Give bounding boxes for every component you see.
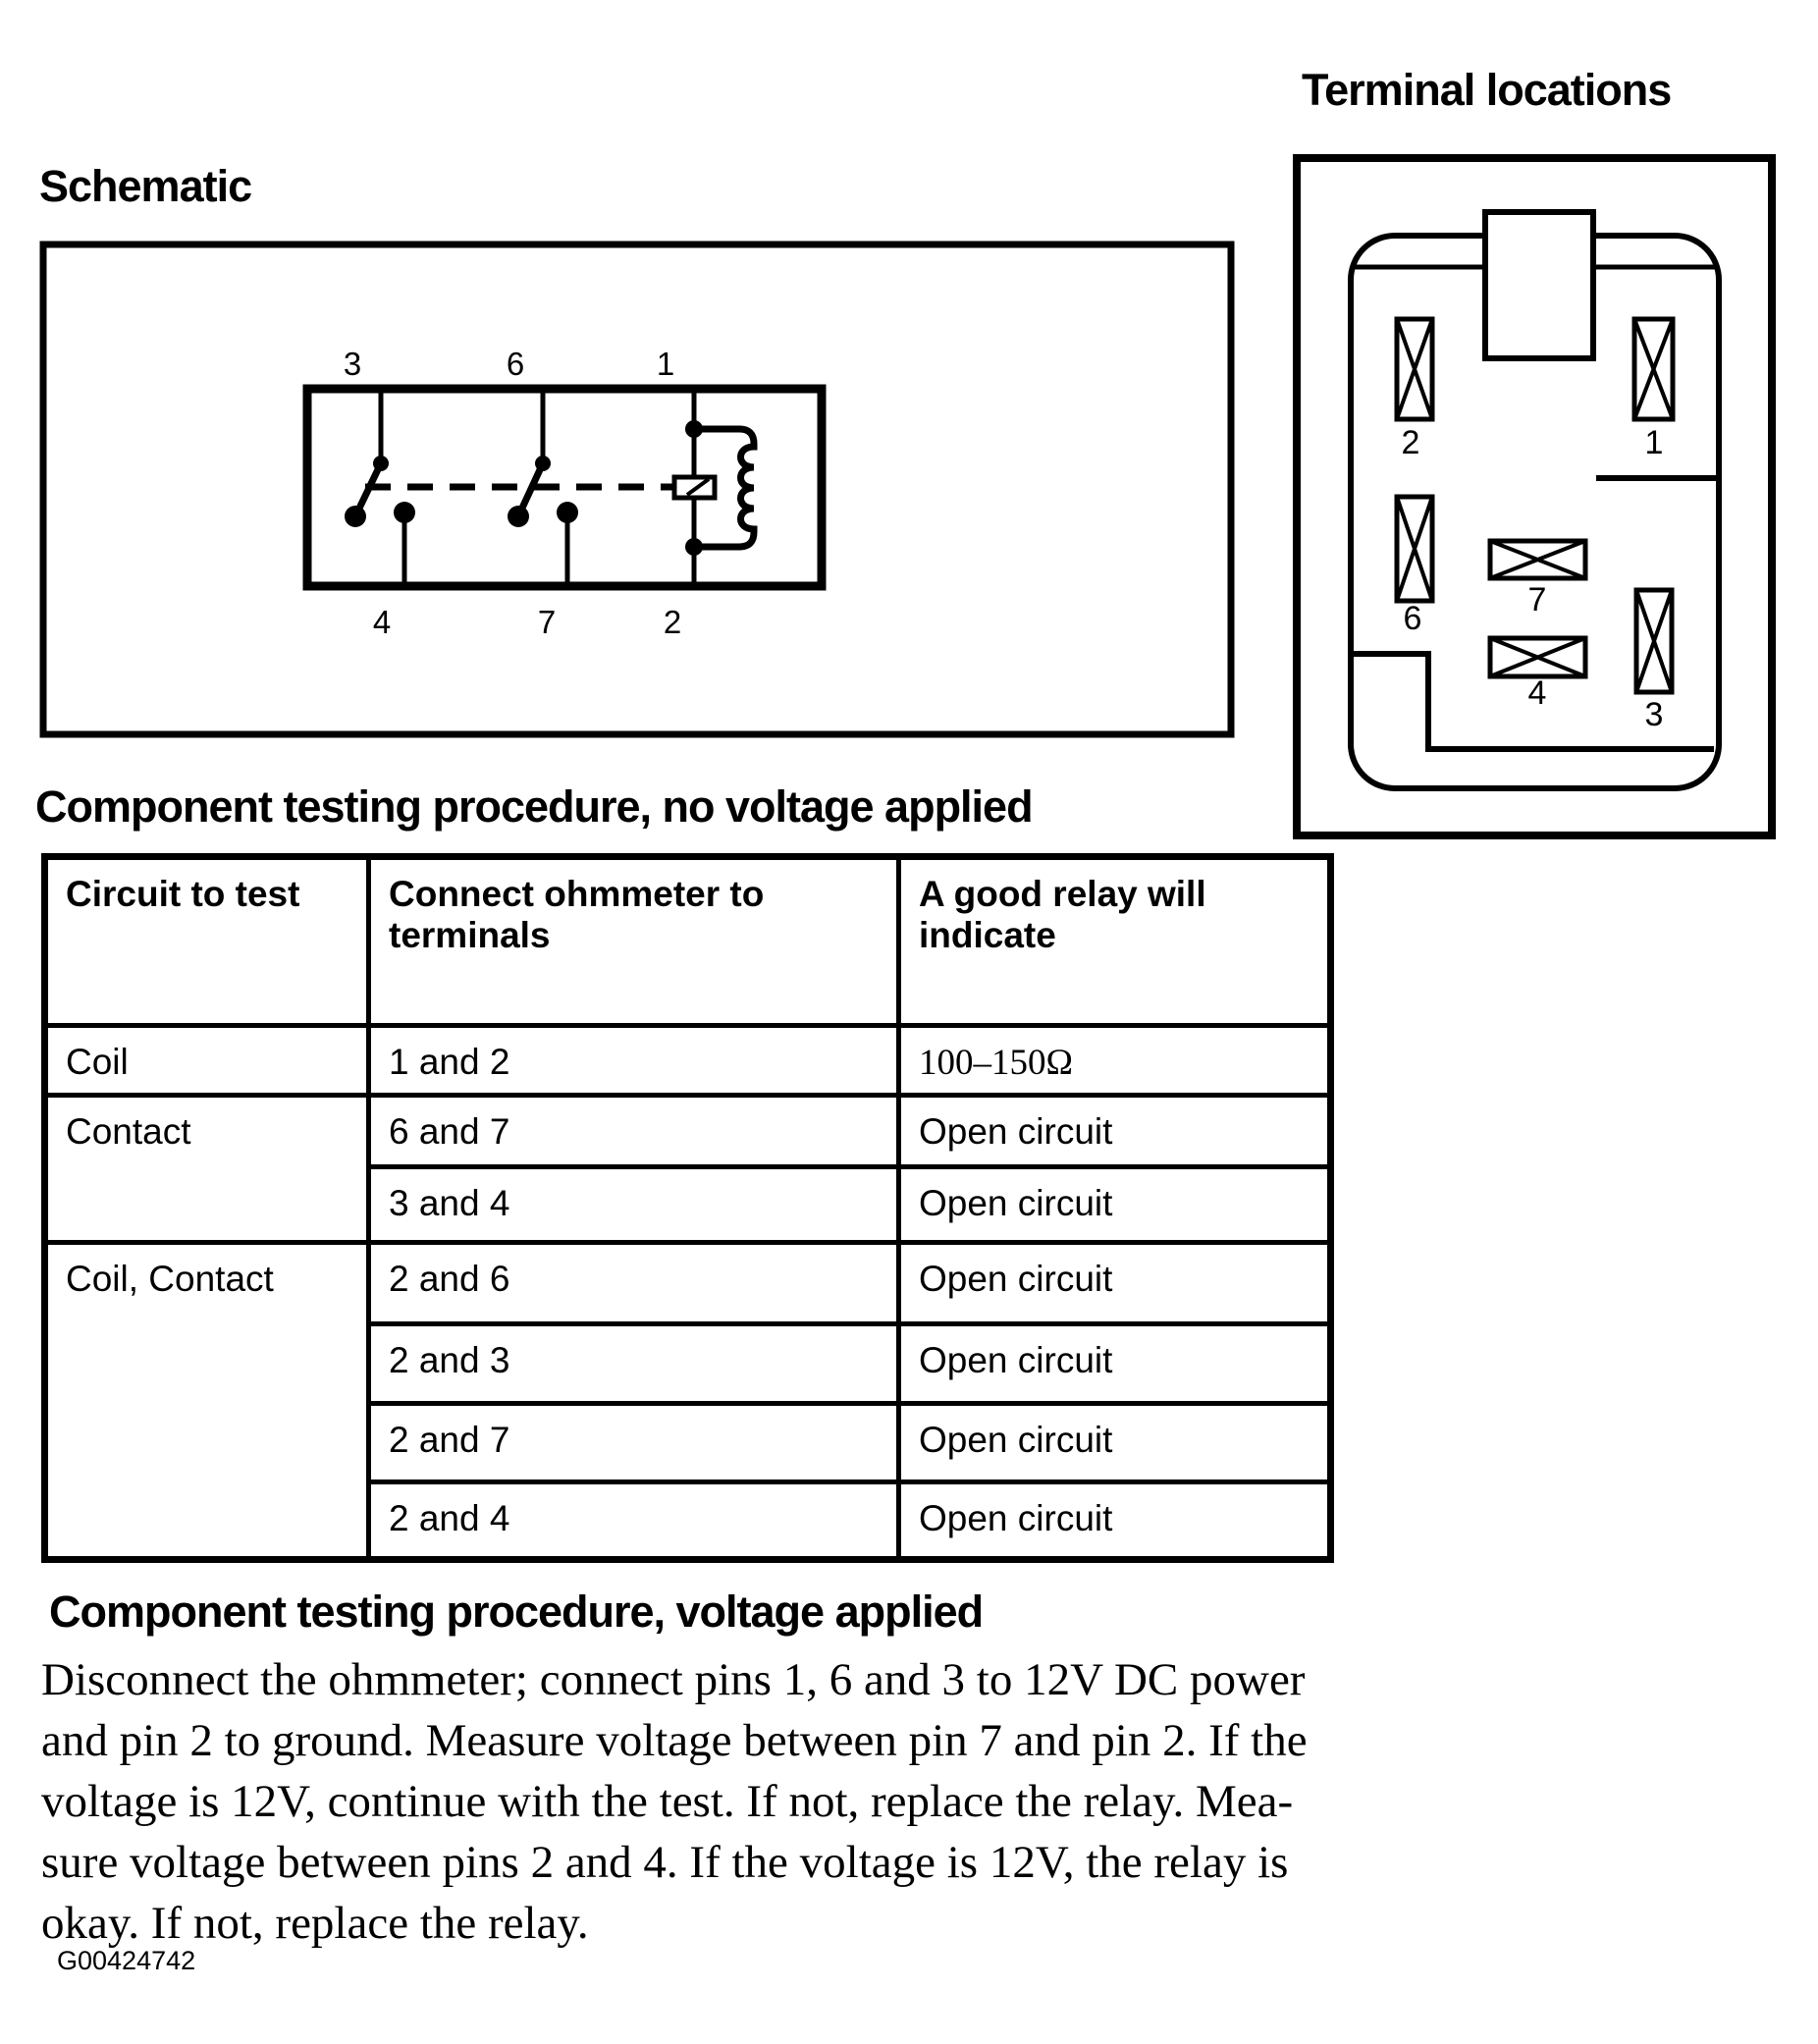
cell-terminals: 6 and 7 <box>369 1096 899 1167</box>
voltage-heading: Component testing procedure, voltage applied <box>49 1587 984 1637</box>
cell-terminals: 2 and 3 <box>369 1324 899 1404</box>
pin-label-7: 7 <box>537 604 557 640</box>
terminal-symbol-7 <box>1490 541 1585 578</box>
cell-result: Open circuit <box>899 1243 1331 1324</box>
cell-result: Open circuit <box>899 1324 1331 1404</box>
procedure-paragraph <box>41 1649 1308 1954</box>
terminal-label-7: 7 <box>1527 581 1547 619</box>
col-header-result: A good relay will indicate <box>899 857 1331 1026</box>
contact-dot-6 <box>508 506 529 527</box>
contact-dot-7 <box>557 502 578 523</box>
terminal-symbol-6 <box>1397 497 1432 601</box>
table-header-row <box>45 857 1331 1026</box>
cell-result: Open circuit <box>899 1404 1331 1482</box>
cell-terminals: 2 and 4 <box>369 1482 899 1560</box>
schematic-diagram <box>39 241 1235 738</box>
col-header-terminals: Connect ohmmeter to terminals <box>369 857 899 1026</box>
cell-circuit: Coil, Contact <box>45 1243 369 1560</box>
cell-result: 100–150Ω <box>899 1026 1331 1096</box>
cell-result: Open circuit <box>899 1482 1331 1560</box>
node-dot-top <box>685 420 703 438</box>
figure-code: G00424742 <box>57 1946 196 1975</box>
pivot-dot-6 <box>535 456 551 471</box>
cell-result: Open circuit <box>899 1167 1331 1243</box>
cell-terminals: 2 and 7 <box>369 1404 899 1482</box>
terminal-label-2: 2 <box>1401 424 1420 461</box>
pin-label-6: 6 <box>506 346 525 382</box>
pin-label-3: 3 <box>343 346 362 382</box>
table-row <box>45 1026 1331 1096</box>
pin-label-1: 1 <box>656 346 675 382</box>
terminal-label-1: 1 <box>1644 424 1664 461</box>
cell-terminals: 3 and 4 <box>369 1167 899 1243</box>
mounting-tab <box>1485 212 1593 358</box>
schematic-heading: Schematic <box>39 161 252 211</box>
cell-terminals: 2 and 6 <box>369 1243 899 1324</box>
procedure-line: Disconnect the ohmmeter; connect pins 1, 6 and 3 to 12V DC power <box>41 1654 1306 1705</box>
pin-label-4: 4 <box>372 604 392 640</box>
table-row <box>45 1096 1331 1167</box>
terminal-locations-diagram <box>1293 154 1776 839</box>
terminal-label-4: 4 <box>1527 674 1547 712</box>
terminal-symbol-4 <box>1490 638 1585 676</box>
cell-circuit: Contact <box>45 1096 369 1243</box>
pin-label-2: 2 <box>663 604 682 640</box>
pivot-dot-3 <box>373 456 389 471</box>
procedure-line: okay. If not, replace the relay. <box>41 1898 589 1949</box>
procedure-line: sure voltage between pins 2 and 4. If the voltage is 12V, the relay is <box>41 1837 1289 1888</box>
terminal-label-6: 6 <box>1403 600 1422 637</box>
actuator-slash <box>687 479 709 495</box>
cell-circuit: Coil <box>45 1026 369 1096</box>
procedure-line: and pin 2 to ground. Measure voltage between pin 7 and pin 2. If the <box>41 1715 1308 1766</box>
test-table <box>41 853 1334 1563</box>
terminal-symbol-3 <box>1636 590 1672 692</box>
terminal-label-3: 3 <box>1644 696 1664 733</box>
contact-dot-3 <box>345 506 366 527</box>
terminal-symbol-2 <box>1397 319 1432 419</box>
terminal-symbol-1 <box>1634 319 1673 419</box>
cell-result: Open circuit <box>899 1096 1331 1167</box>
procedure-line: voltage is 12V, continue with the test. If not, replace the relay. Mea- <box>41 1776 1294 1827</box>
contact-dot-4 <box>394 502 415 523</box>
table-row <box>45 1243 1331 1324</box>
col-header-circuit: Circuit to test <box>45 857 369 1026</box>
node-dot-bottom <box>685 538 703 556</box>
terminal-locations-heading: Terminal locations <box>1302 65 1672 115</box>
no-voltage-heading: Component testing procedure, no voltage applied <box>35 781 1033 832</box>
cell-terminals: 1 and 2 <box>369 1026 899 1096</box>
coil-winding <box>694 429 754 547</box>
